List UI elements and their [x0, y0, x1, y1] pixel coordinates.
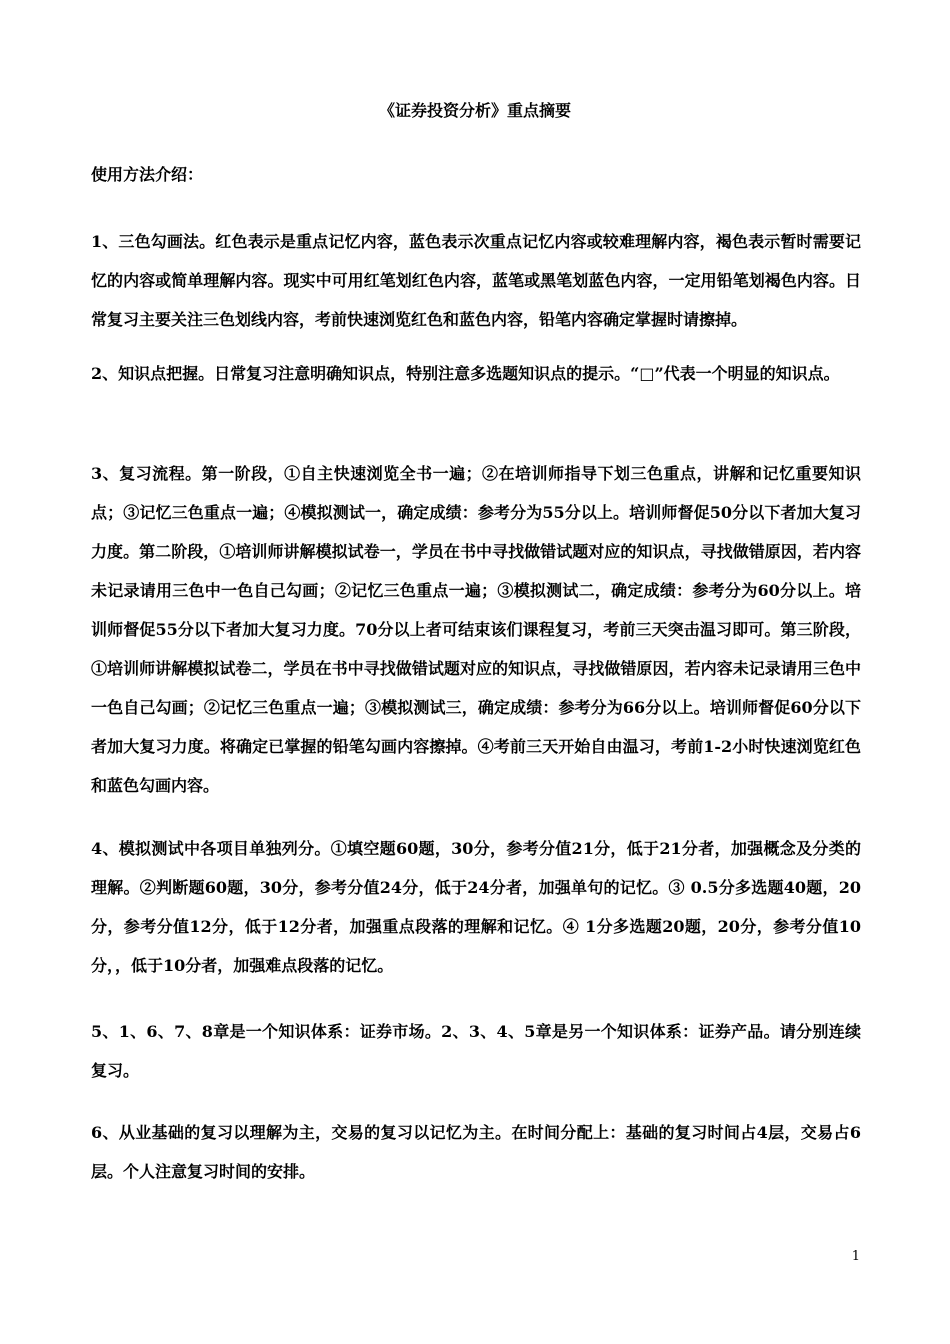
paragraph-2: 2、知识点把握。日常复习注意明确知识点，特别注意多选题知识点的提示。“□”代表一个明显的知识点。 [91, 364, 840, 383]
paragraph-3: 3、复习流程。第一阶段，①自主快速浏览全书一遍；②在培训师指导下划三色重点，讲解和记忆重要知识点；③记忆三色重点一遍；④模拟测试一，确定成绩：参考分为55分以上。培训师督促50分以下者加大复习力度。第二阶段，①培训师讲解模拟试卷一，学员在书中寻找做错试题对应的知识点，寻找做错原因，若内容未记录请用三色中一色自己勾画；②记忆三色重点一遍；③模拟测试二，确定成绩：参考分为60分以上。培训师督促55分以下者加大复习力度。70分以上者可结束该们课程复习，考前三天突击温习即可。第三阶段，①培训师讲解模拟试卷二，学员在书中寻找做错试题对应的知识点，寻找做错原因，若内容未记录请用三色中一色自己勾画；②记忆三色重点一遍；③模拟测试三，确定成绩：参考分为66分以上。培训师督促60分以下者加大复习力度。将确定已掌握的铅笔勾画内容擦掉。④考前三天开始自由温习，考前1-2小时快速浏览红色和蓝色勾画内容。 [91, 464, 861, 795]
page-number: 1 [851, 1249, 860, 1264]
document-title: 《证券投资分析》重点摘要 [378, 101, 571, 120]
intro-heading: 使用方法介绍： [91, 165, 204, 184]
paragraph-1: 1、三色勾画法。红色表示是重点记忆内容，蓝色表示次重点记忆内容或较难理解内容，褐色表示暂时需要记忆的内容或简单理解内容。现实中可用红笔划红色内容，蓝笔或黑笔划蓝色内容，一定用铅笔划褐色内容。日常复习主要关注三色划线内容，考前快速浏览红色和蓝色内容，铅笔内容确定掌握时请擦掉。 [91, 232, 861, 329]
paragraph-6: 6、从业基础的复习以理解为主，交易的复习以记忆为主。在时间分配上：基础的复习时间占4层，交易占6层。个人注意复习时间的安排。 [91, 1123, 861, 1181]
paragraph-5: 5、1、6、7、8章是一个知识体系：证券市场。2、3、4、5章是另一个知识体系：证券产品。请分别连续复习。 [91, 1022, 861, 1080]
paragraph-4: 4、模拟测试中各项目单独列分。①填空题60题，30分，参考分值21分，低于21分者，加强概念及分类的理解。②判断题60题，30分，参考分值24分，低于24分者，加强单句的记忆。③ 0.5分多选题40题，20分，参考分值12分，低于12分者，加强重点段落的理解和记忆。④ 1分多选题20题，20分，参考分值10分，，低于10分者，加强难点段落的记忆。 [91, 839, 861, 975]
